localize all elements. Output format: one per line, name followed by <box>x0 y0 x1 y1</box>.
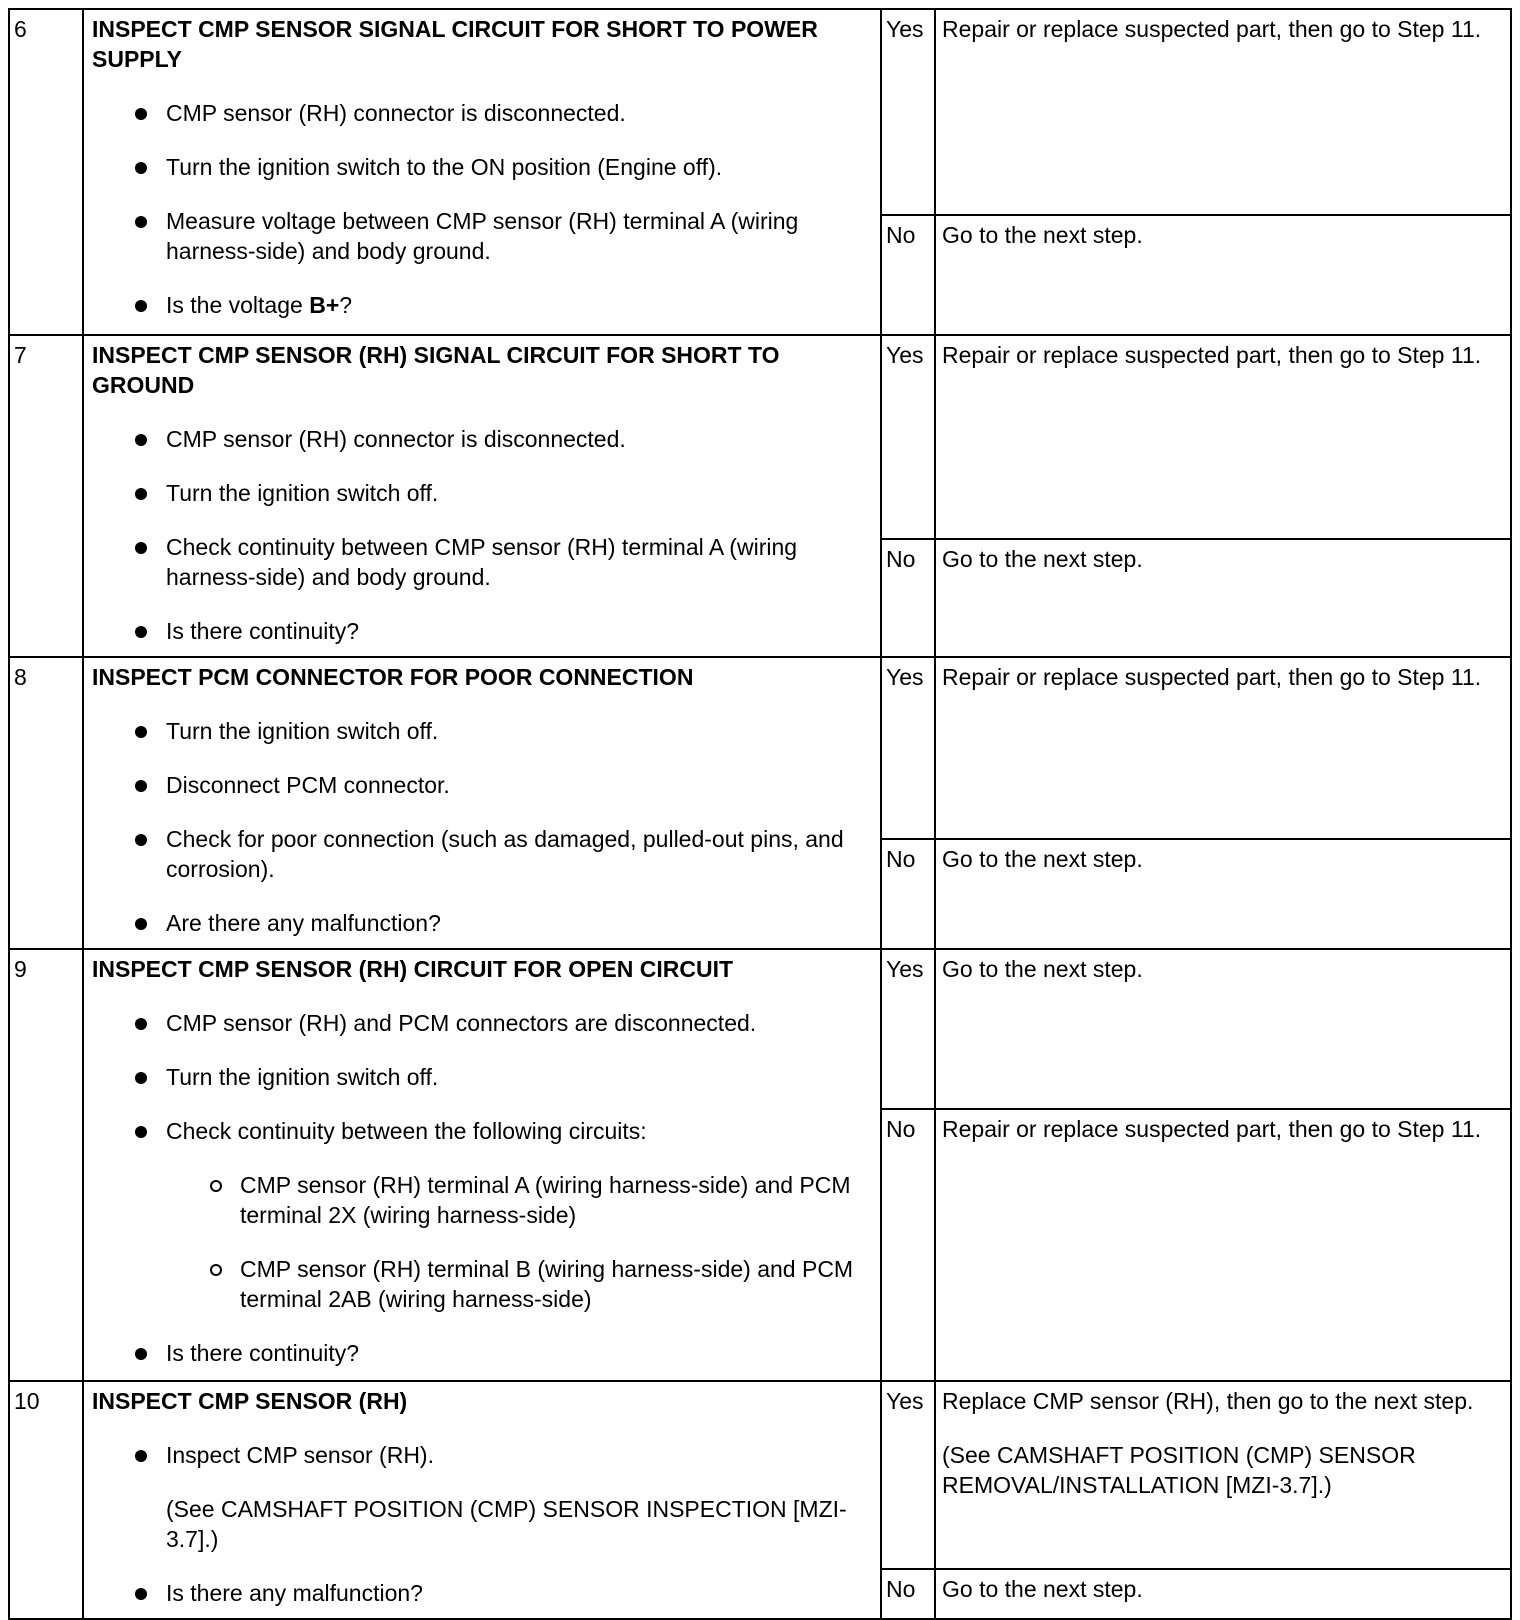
diagnostic-procedure-table <box>8 8 1512 1620</box>
yes-action <box>935 335 1511 539</box>
step-title: INSPECT CMP SENSOR SIGNAL CIRCUIT FOR SHORT TO POWER SUPPLY <box>92 16 818 72</box>
yes-label: Yes <box>881 335 935 539</box>
question-emphasis: B+ <box>309 292 340 318</box>
step-action <box>83 657 881 949</box>
sub-bullet-item: CMP sensor (RH) terminal A (wiring harness-side) and PCM terminal 2X (wiring harness-side) <box>166 1170 874 1230</box>
bullet-item-with-sublist <box>92 1116 874 1314</box>
bullet-list <box>92 1440 874 1608</box>
bullet-item-question <box>92 290 874 320</box>
bullet-item: Is there continuity? <box>92 1338 874 1368</box>
no-action-text: Repair or replace suspected part, then go to Step 11. <box>942 1116 1482 1142</box>
bullet-text: Check continuity between the following circuits: <box>166 1118 647 1144</box>
bullet-item: CMP sensor (RH) connector is disconnected. <box>92 424 874 454</box>
bullet-list <box>92 1008 874 1368</box>
no-label: No <box>881 1569 935 1619</box>
bullet-item: Measure voltage between CMP sensor (RH) terminal A (wiring harness-side) and body ground. <box>92 206 874 266</box>
step-number: 8 <box>9 657 83 949</box>
bullet-item: Check for poor connection (such as damaged, pulled-out pins, and corrosion). <box>92 824 874 884</box>
yes-label: Yes <box>881 657 935 839</box>
question-text: Is the voltage <box>166 292 310 318</box>
bullet-item: Turn the ignition switch off. <box>92 1062 874 1092</box>
no-action <box>935 1569 1511 1619</box>
bullet-text: Inspect CMP sensor (RH). <box>166 1442 434 1468</box>
bullet-list <box>92 716 874 938</box>
yes-label: Yes <box>881 9 935 215</box>
bullet-item: CMP sensor (RH) connector is disconnected. <box>92 98 874 128</box>
yes-action-text: Replace CMP sensor (RH), then go to the next step. <box>942 1388 1474 1414</box>
no-label: No <box>881 215 935 335</box>
yes-action-text: Go to the next step. <box>942 956 1143 982</box>
step-number: 6 <box>9 9 83 335</box>
bullet-list <box>92 98 874 320</box>
step-title: INSPECT CMP SENSOR (RH) SIGNAL CIRCUIT FOR SHORT TO GROUND <box>92 342 780 398</box>
step-9-yes-row <box>9 949 1511 1109</box>
step-action <box>83 1381 881 1619</box>
bullet-item: Is there any malfunction? <box>92 1578 874 1608</box>
yes-action-text: Repair or replace suspected part, then go to Step 11. <box>942 16 1482 42</box>
yes-label: Yes <box>881 1381 935 1569</box>
no-action <box>935 839 1511 949</box>
step-7-yes-row <box>9 335 1511 539</box>
step-action <box>83 9 881 335</box>
step-8-yes-row <box>9 657 1511 839</box>
question-suffix: ? <box>339 292 353 318</box>
step-10-yes-row <box>9 1381 1511 1569</box>
bullet-item: CMP sensor (RH) and PCM connectors are disconnected. <box>92 1008 874 1038</box>
step-number: 7 <box>9 335 83 657</box>
yes-reference-note: (See CAMSHAFT POSITION (CMP) SENSOR REMOVAL/INSTALLATION [MZI-3.7].) <box>942 1442 1416 1498</box>
step-title: INSPECT CMP SENSOR (RH) CIRCUIT FOR OPEN CIRCUIT <box>92 956 734 982</box>
step-title: INSPECT PCM CONNECTOR FOR POOR CONNECTION <box>92 664 694 690</box>
bullet-item: Check continuity between CMP sensor (RH) terminal A (wiring harness-side) and body ground. <box>92 532 874 592</box>
no-label: No <box>881 1109 935 1381</box>
no-action-text: Go to the next step. <box>942 546 1143 572</box>
yes-action <box>935 1381 1511 1569</box>
step-title: INSPECT CMP SENSOR (RH) <box>92 1388 408 1414</box>
yes-action <box>935 949 1511 1109</box>
step-action <box>83 335 881 657</box>
bullet-item: Disconnect PCM connector. <box>92 770 874 800</box>
reference-note: (See CAMSHAFT POSITION (CMP) SENSOR INSPECTION [MZI-3.7].) <box>166 1496 847 1552</box>
no-action <box>935 215 1511 335</box>
no-label: No <box>881 539 935 657</box>
step-number: 10 <box>9 1381 83 1619</box>
yes-action <box>935 657 1511 839</box>
bullet-item-with-note <box>92 1440 874 1554</box>
no-action-text: Go to the next step. <box>942 846 1143 872</box>
no-label: No <box>881 839 935 949</box>
yes-action <box>935 9 1511 215</box>
no-action <box>935 539 1511 657</box>
yes-label: Yes <box>881 949 935 1109</box>
bullet-item: Is there continuity? <box>92 616 874 646</box>
bullet-list <box>92 424 874 646</box>
no-action-text: Go to the next step. <box>942 222 1143 248</box>
bullet-item: Turn the ignition switch to the ON position (Engine off). <box>92 152 874 182</box>
bullet-item: Turn the ignition switch off. <box>92 478 874 508</box>
no-action <box>935 1109 1511 1381</box>
yes-action-text: Repair or replace suspected part, then go to Step 11. <box>942 342 1482 368</box>
step-6-yes-row <box>9 9 1511 215</box>
step-number: 9 <box>9 949 83 1381</box>
bullet-item: Are there any malfunction? <box>92 908 874 938</box>
sub-bullet-list <box>166 1170 874 1314</box>
no-action-text: Go to the next step. <box>942 1576 1143 1602</box>
sub-bullet-item: CMP sensor (RH) terminal B (wiring harness-side) and PCM terminal 2AB (wiring harness-side) <box>166 1254 874 1314</box>
bullet-item: Turn the ignition switch off. <box>92 716 874 746</box>
yes-action-text: Repair or replace suspected part, then go to Step 11. <box>942 664 1482 690</box>
step-action <box>83 949 881 1381</box>
